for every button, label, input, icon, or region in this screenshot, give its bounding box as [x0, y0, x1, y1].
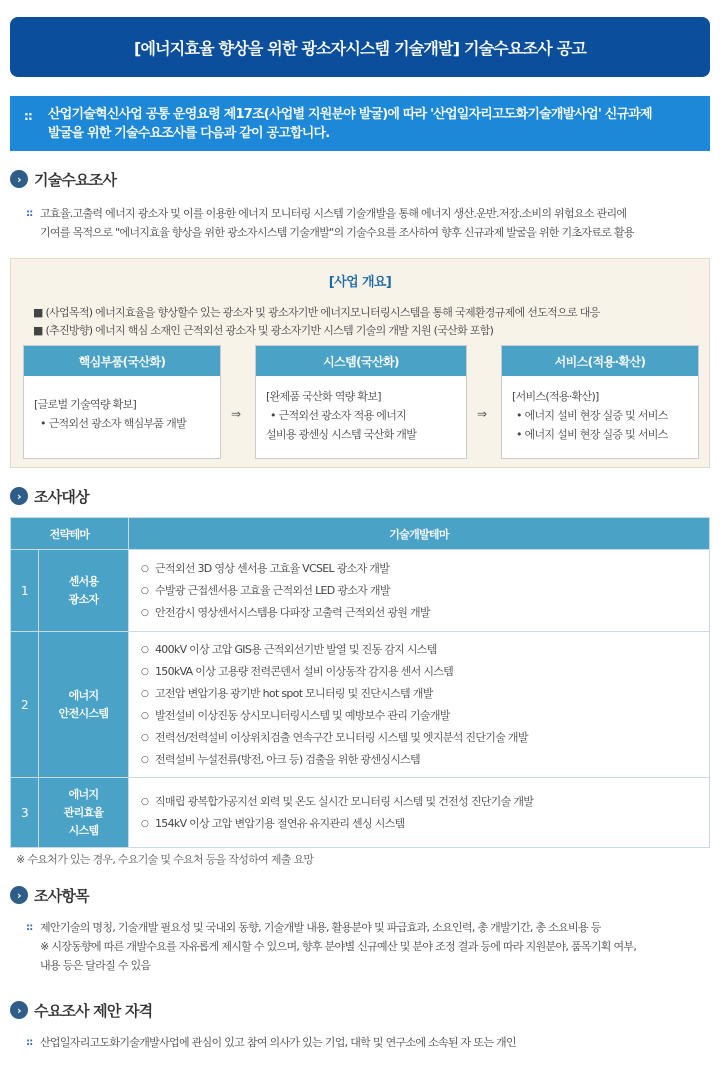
overview-box-core-parts	[23, 345, 221, 459]
notice-banner	[10, 96, 710, 151]
survey-description	[28, 204, 708, 242]
overview-box-line: [완제품 국산화 역량 확보]	[266, 390, 381, 403]
section-heading-items	[10, 884, 89, 906]
overview-direction: ■ (추진방향) 에너지 핵심 소재인 근적외선 광소자 및 광소자기반 시스템 기술의 개발 지원 (국산화 포함)	[33, 324, 494, 337]
section-heading-text: 수요조사 제안 자격	[34, 1001, 153, 1020]
overview-box-line: • 에너지 설비 현장 실증 및 서비스	[516, 428, 668, 441]
overview-box-header: 서비스(적용·확산)	[502, 346, 698, 376]
eligibility-line: 산업일자리고도화기술개발사업에 관심이 있고 참여 의사가 있는 기업, 대학 및 연구소에 소속된 자 또는 개인	[40, 1036, 516, 1049]
double-dot-bullet-icon: ::	[26, 208, 33, 219]
survey-target-table	[10, 517, 710, 848]
list-item: ○ 전력설비 누설전류(방전, 아크 등) 검출을 위한 광센싱시스템	[141, 749, 699, 771]
row-theme-line: 관리효율	[63, 805, 104, 819]
overview-title: [사업 개요]	[328, 275, 392, 290]
notice-line-2: 발굴을 위한 기술수요조사를 다음과 같이 공고합니다.	[48, 126, 330, 141]
overview-box-line: • 에너지 설비 현장 실증 및 서비스	[516, 409, 668, 422]
row-items	[129, 632, 710, 778]
row-theme-line: 에너지	[68, 688, 99, 702]
double-dot-bullet-icon: ::	[24, 109, 32, 123]
overview-box-system	[255, 345, 467, 459]
list-item: ○ 150kVA 이상 고용량 전력콘덴서 설비 이상동작 감지용 센서 시스템	[141, 661, 699, 683]
list-item: ○ 안전감시 영상센서시스템용 다파장 고출력 근적외선 광원 개발	[141, 602, 699, 624]
chevron-right-icon: ›	[10, 487, 28, 505]
survey-items-line: 제안기술의 명칭, 기술개발 필요성 및 국내외 동향, 기술개발 내용, 활용분야 및 파급효과, 소요인력, 총 개발기간, 총 소요비용 등	[40, 921, 601, 934]
row-number: 2	[11, 632, 39, 778]
table-footnote: ※ 수요처가 있는 경우, 수요기술 및 수요처 등을 작성하여 제출 요망	[16, 853, 314, 866]
row-theme	[39, 632, 129, 778]
double-dot-bullet-icon: ::	[26, 1037, 33, 1048]
chevron-right-icon: ›	[10, 1001, 28, 1019]
list-item: ○ 발전설비 이상진동 상시모니터링시스템 및 예방보수 관리 기술개발	[141, 705, 699, 727]
chevron-right-icon: ›	[10, 886, 28, 904]
row-theme-line: 에너지	[68, 787, 99, 801]
row-theme-line: 안전시스템	[58, 706, 109, 720]
row-theme-line: 광소자	[68, 592, 99, 606]
list-item: ○ 154kV 이상 고압 변압기용 절연유 유지관리 센싱 시스템	[141, 813, 699, 835]
notice-line-1: 산업기술혁신사업 공통 운영요령 제17조(사업별 지원분야 발굴)에 따라 '산업일자리고도화기술개발사업' 신규과제	[48, 107, 652, 122]
business-overview	[10, 258, 710, 468]
overview-box-line: [글로벌 기술역량 확보]	[34, 398, 137, 411]
list-item: ○ 근적외선 3D 영상 센서용 고효율 VCSEL 광소자 개발	[141, 558, 699, 580]
overview-box-header: 핵심부품(국산화)	[24, 346, 220, 376]
section-heading-text: 기술수요조사	[34, 170, 117, 189]
page-title-text: [에너지효율 향상을 위한 광소자시스템 기술개발] 기술수요조사 공고	[133, 38, 587, 58]
row-number: 3	[11, 778, 39, 848]
overview-box-header: 시스템(국산화)	[256, 346, 466, 376]
page-title	[10, 17, 710, 77]
survey-description-line-1: 고효율.고출력 에너지 광소자 및 이를 이용한 에너지 모니터링 시스템 기술개발을 통해 에너지 생산.운반.저장.소비의 위험요소 관리에	[40, 207, 627, 220]
overview-box-line: 설비용 광센싱 시스템 국산화 개발	[266, 428, 417, 441]
row-theme-line: 시스템	[68, 823, 99, 837]
table-header-strategy: 전략테마	[11, 518, 129, 550]
arrow-icon: ⇒	[477, 407, 487, 421]
list-item: ○ 수발광 근접센서용 고효율 근적외선 LED 광소자 개발	[141, 580, 699, 602]
list-item: ○ 400kV 이상 고압 GIS용 근적외선기반 발열 및 진동 감지 시스템	[141, 639, 699, 661]
list-item: ○ 고전압 변압기용 광기반 hot spot 모니터링 및 진단시스템 개발	[141, 683, 699, 705]
survey-items-description	[28, 918, 708, 975]
overview-box-line: • 근적외선 광소자 적용 에너지	[270, 409, 407, 422]
list-item: ○ 전력선/전력설비 이상위치검출 연속구간 모니터링 시스템 및 엣지분석 진단기술 개발	[141, 727, 699, 749]
overview-purpose: ■ (사업목적) 에너지효율을 향상할수 있는 광소자 및 광소자기반 에너지모니터링시스템을 통해 국제환경규제에 선도적으로 대응	[33, 306, 600, 319]
list-item: ○ 직매립 광복합가공지선 외력 및 온도 실시간 모니터링 시스템 및 건전성 진단기술 개발	[141, 791, 699, 813]
table-row	[11, 778, 710, 848]
arrow-icon: ⇒	[231, 407, 241, 421]
row-theme	[39, 550, 129, 632]
eligibility-description	[28, 1033, 708, 1052]
survey-items-note-2: 내용 등은 달라질 수 있음	[40, 959, 151, 972]
overview-box-service	[501, 345, 699, 459]
table-row	[11, 632, 710, 778]
row-items	[129, 550, 710, 632]
survey-items-note-1: ※ 시장동향에 따른 개발수요를 자유롭게 제시할 수 있으며, 향후 분야별 신규예산 및 분야 조정 결과 등에 따라 지원분야, 품목기획 여부,	[40, 940, 637, 953]
section-heading-text: 조사항목	[34, 886, 89, 905]
table-header-tech: 기술개발테마	[129, 518, 710, 550]
section-heading-survey	[10, 168, 116, 190]
overview-box-line: [서비스(적용·확산)]	[512, 390, 599, 403]
row-theme-line: 센서용	[68, 574, 99, 588]
survey-description-line-2: 기여를 목적으로 "에너지효율 향상을 위한 광소자시스템 기술개발"의 기술수요를 조사하여 향후 신규과제 발굴을 위한 기초자료로 활용	[40, 226, 634, 239]
section-heading-eligibility	[10, 999, 152, 1021]
double-dot-bullet-icon: ::	[26, 922, 33, 933]
section-heading-targets	[10, 485, 89, 507]
row-items	[129, 778, 710, 848]
row-number: 1	[11, 550, 39, 632]
row-theme	[39, 778, 129, 848]
overview-box-line: • 근적외선 광소자 핵심부품 개발	[40, 417, 187, 430]
chevron-right-icon: ›	[10, 170, 28, 188]
section-heading-text: 조사대상	[34, 487, 89, 506]
table-row	[11, 550, 710, 632]
